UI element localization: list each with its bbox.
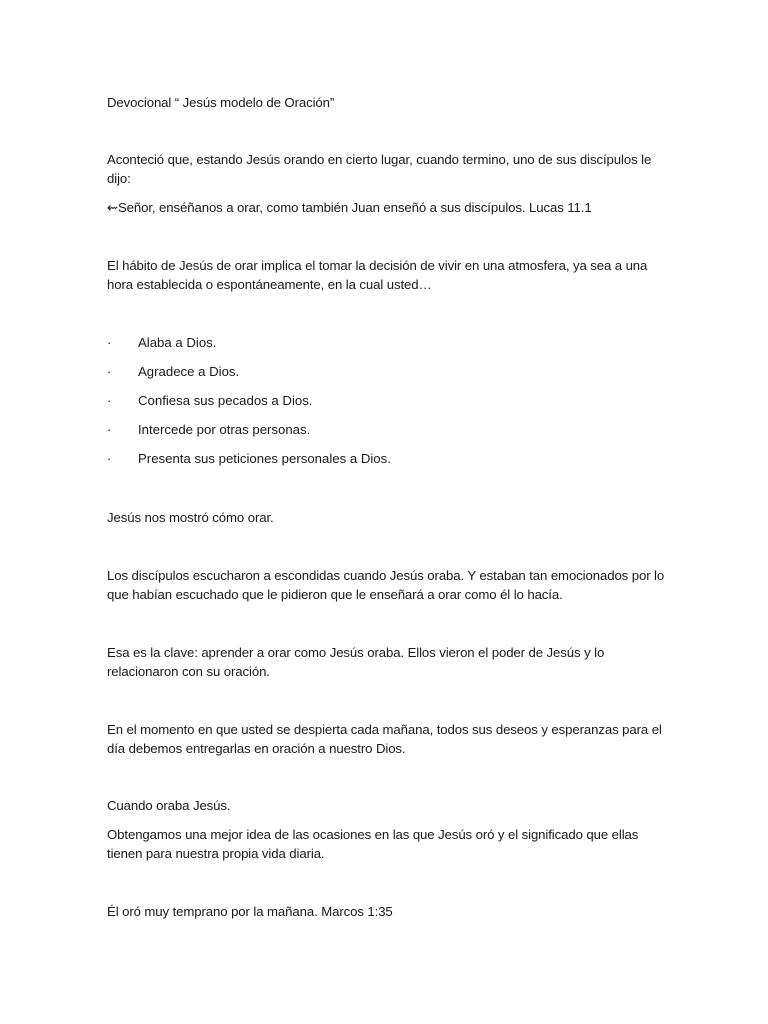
paragraph-quote: ⇜Señor, enséñanos a orar, como también Juan enseñó a sus discípulos. Lucas 11.1 bbox=[107, 200, 592, 215]
paragraph: Aconteció que, estando Jesús orando en cierto lugar, cuando termino, uno de sus discípulos le dijo: bbox=[107, 152, 652, 186]
paragraph: En el momento en que usted se despierta cada mañana, todos sus deseos y esperanzas para el día debemos entregarlas en oración a nuestro Dios. bbox=[107, 722, 662, 756]
bullet-marker: · bbox=[107, 364, 112, 379]
list-item-text: Confiesa sus pecados a Dios. bbox=[138, 393, 313, 408]
paragraph: Los discípulos escucharon a escondidas cuando Jesús oraba. Y estaban tan emocionados por lo que habían escuchado que le pidieron que le enseñará a orar como él lo hacía. bbox=[107, 568, 665, 602]
paragraph: El hábito de Jesús de orar implica el tomar la decisión de vivir en una atmosfera, ya sea a una hora establecida o espontáneamente, en la cual usted… bbox=[107, 258, 648, 292]
bullet-marker: · bbox=[107, 451, 112, 466]
bullet-marker: · bbox=[107, 393, 112, 408]
bullet-marker: · bbox=[107, 422, 112, 437]
paragraph: Esa es la clave: aprender a orar como Jesús oraba. Ellos vieron el poder de Jesús y lo relacionaron con su oración. bbox=[107, 645, 605, 679]
list-item-text: Alaba a Dios. bbox=[138, 335, 217, 350]
paragraph: Él oró muy temprano por la mañana. Marcos 1:35 bbox=[107, 904, 393, 919]
paragraph: Jesús nos mostró cómo orar. bbox=[107, 510, 274, 525]
list-item-text: Agradece a Dios. bbox=[138, 364, 240, 379]
section-heading: Cuando oraba Jesús. bbox=[107, 798, 231, 813]
list-item-text: Presenta sus peticiones personales a Dios. bbox=[138, 451, 391, 466]
list-item-text: Intercede por otras personas. bbox=[138, 422, 311, 437]
paragraph: Obtengamos una mejor idea de las ocasiones en las que Jesús oró y el significado que ellas tienen para nuestra propia vida diaria. bbox=[107, 827, 639, 861]
bullet-marker: · bbox=[107, 335, 112, 350]
document-title: Devocional “ Jesús modelo de Oración” bbox=[107, 95, 335, 110]
